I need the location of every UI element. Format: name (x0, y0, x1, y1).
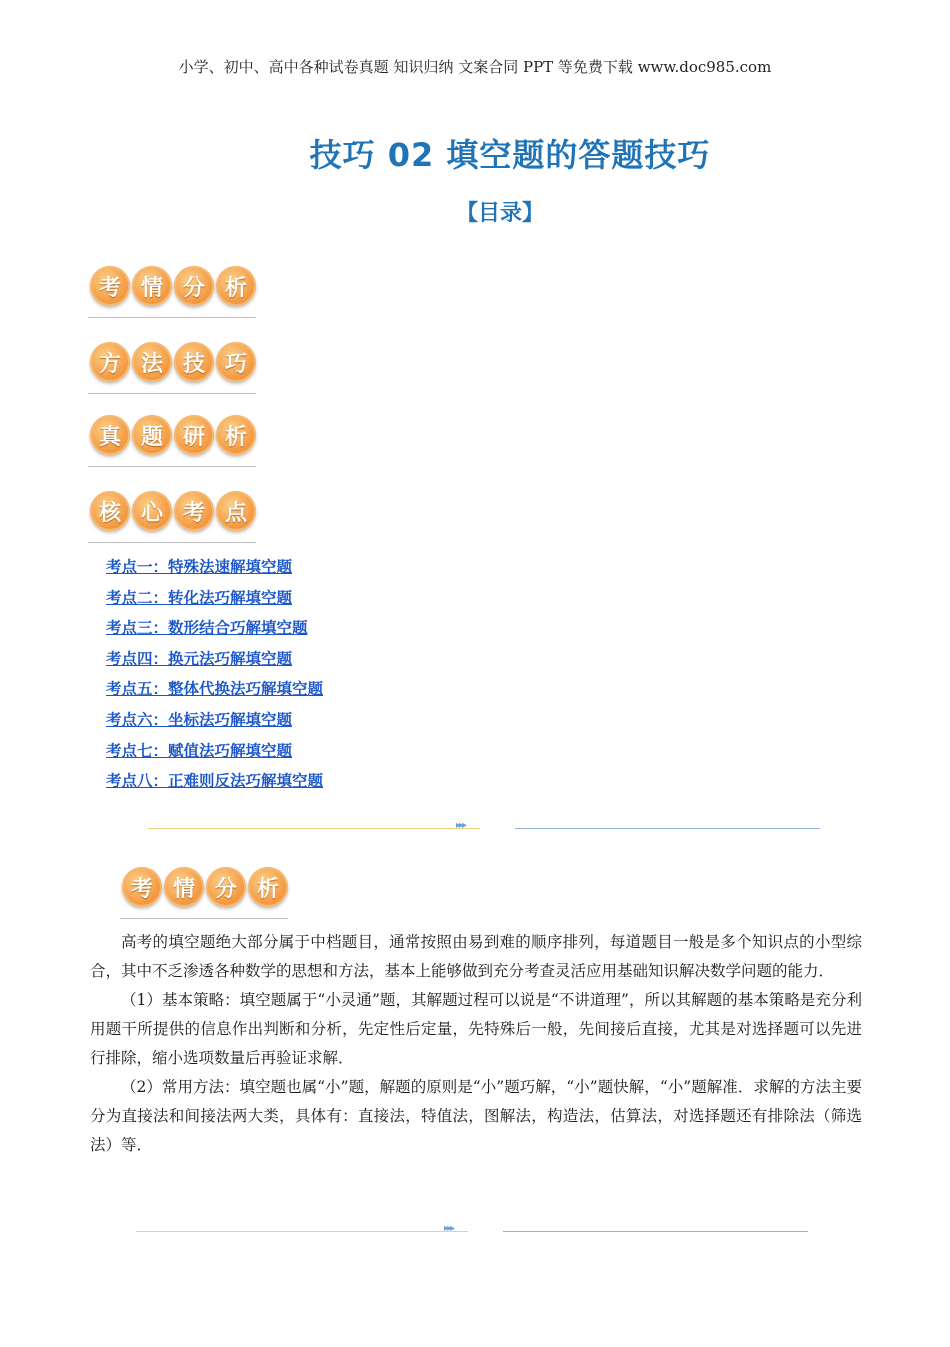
badge-char: 考 (122, 867, 162, 907)
badge-underline (88, 317, 256, 318)
section-badge-analysis (120, 863, 288, 919)
badge-char: 析 (216, 415, 256, 455)
toc-link-kaodian-6[interactable]: 考点六：坐标法巧解填空题 (106, 710, 293, 729)
badge-char: 研 (174, 415, 214, 455)
toc-link-kaodian-7[interactable]: 考点七：赋值法巧解填空题 (106, 741, 293, 760)
divider-line-right (503, 1231, 808, 1232)
badge-char: 考 (90, 266, 130, 306)
section-divider (118, 1223, 808, 1238)
toc-link-kaodian-5[interactable]: 考点五：整体代换法巧解填空题 (106, 680, 324, 699)
page-header: 小学、初中、高中各种试卷真题 知识归纳 文案合同 PPT 等免费下载 www.doc985.com (178, 58, 772, 76)
badge-char: 技 (174, 342, 214, 382)
toc-link-kaodian-4[interactable]: 考点四：换元法巧解填空题 (106, 649, 293, 668)
badge-underline (88, 466, 256, 467)
divider-line-left (136, 1231, 468, 1232)
badge-char: 分 (206, 867, 246, 907)
toc-badge-core[interactable] (88, 487, 256, 543)
divider-line-right (515, 828, 820, 829)
toc-link-kaodian-8[interactable]: 考点八：正难则反法巧解填空题 (106, 772, 324, 791)
badge-char: 考 (174, 491, 214, 531)
toc-badge-method[interactable] (88, 338, 256, 394)
section-body (90, 928, 862, 1160)
toc-link-kaodian-1[interactable]: 考点一：特殊法速解填空题 (106, 558, 293, 576)
toc-label: 【目录】 (455, 201, 544, 226)
toc-link-list (106, 555, 323, 800)
badge-char: 情 (132, 266, 172, 306)
toc-link-kaodian-3[interactable]: 考点三：数形结合巧解填空题 (106, 619, 308, 638)
paragraph-methods: （2）常用方法：填空题也属“小”题，解题的原则是“小”题巧解，“小”题快解，“小”题解准．求解的方法主要分为直接法和间接法两大类，具体有：直接法，特值法，图解法，构造法，估算法，对选择题还有排除法（筛选法）等． (90, 1078, 862, 1154)
paragraph-intro: 高考的填空题绝大部分属于中档题目，通常按照由易到难的顺序排列，每道题目一般是多个知识点的小型综合，其中不乏渗透各种数学的思想和方法，基本上能够做到充分考查灵活应用基础知识解决数学问题的能力． (90, 933, 862, 980)
badge-char: 方 (90, 342, 130, 382)
paragraph-strategy: （1）基本策略：填空题属于“小灵通”题，其解题过程可以说是“不讲道理”，所以其解题的基本策略是充分利用题干所提供的信息作出判断和分析，先定性后定量，先特殊后一般，先间接后直接，尤其是对选择题可以先进行排除，缩小选项数量后再验证求解． (90, 991, 862, 1067)
arrow-right-icon: ▸▸▸ (444, 1223, 454, 1234)
arrow-right-icon: ▸▸▸ (456, 820, 466, 831)
badge-underline (120, 918, 288, 919)
badge-char: 析 (216, 266, 256, 306)
toc-badge-analysis[interactable] (88, 262, 256, 318)
badge-char: 题 (132, 415, 172, 455)
badge-char: 真 (90, 415, 130, 455)
toc-badge-exam[interactable] (88, 411, 256, 467)
badge-char: 情 (164, 867, 204, 907)
badge-underline (88, 542, 256, 543)
badge-underline (88, 393, 256, 394)
section-divider (130, 820, 820, 835)
badge-char: 心 (132, 491, 172, 531)
page-title: 技巧 02 填空题的答题技巧 (309, 136, 711, 174)
badge-char: 核 (90, 491, 130, 531)
badge-char: 分 (174, 266, 214, 306)
divider-line-left (148, 828, 480, 829)
toc-link-kaodian-2[interactable]: 考点二：转化法巧解填空题 (106, 588, 293, 607)
badge-char: 析 (248, 867, 288, 907)
badge-char: 巧 (216, 342, 256, 382)
badge-char: 点 (216, 491, 256, 531)
badge-char: 法 (132, 342, 172, 382)
